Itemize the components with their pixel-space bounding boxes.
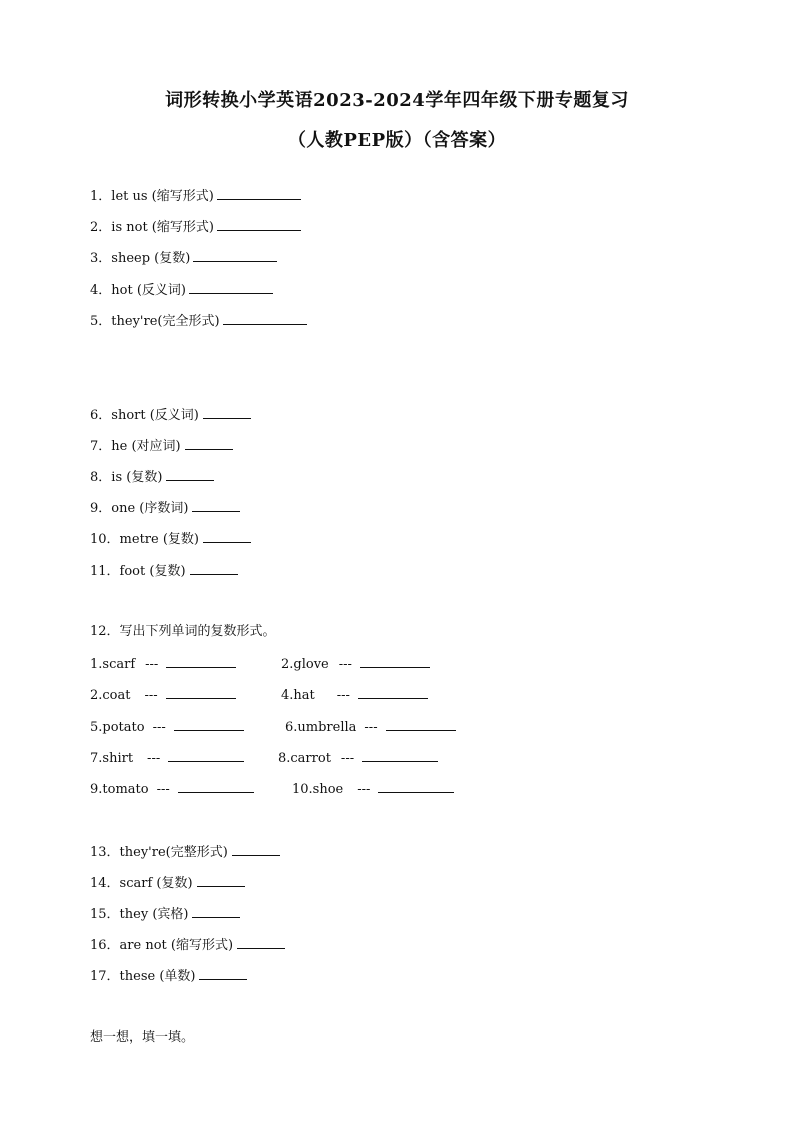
dash: --- <box>144 688 158 703</box>
question-11 <box>90 561 238 581</box>
plural-item-left <box>90 654 236 674</box>
answer-blank[interactable] <box>217 186 301 200</box>
dash: --- <box>145 657 159 672</box>
question-text: foot (复数) <box>119 564 186 579</box>
question-number: 11． <box>90 564 120 579</box>
dash: --- <box>156 782 170 797</box>
plural-item-left <box>90 717 244 737</box>
question-number: 4． <box>90 283 112 298</box>
question-number: 3． <box>90 251 112 266</box>
answer-blank[interactable] <box>237 935 285 949</box>
word: 2.glove <box>281 657 329 672</box>
answer-blank[interactable] <box>378 779 454 793</box>
question-number: 2． <box>90 220 112 235</box>
plural-item-left <box>90 748 244 768</box>
answer-blank[interactable] <box>166 654 236 668</box>
question-text: they're(完整形式) <box>119 845 228 860</box>
question-14 <box>90 873 245 893</box>
question-text: they're(完全形式) <box>111 314 220 329</box>
question-2 <box>90 217 301 237</box>
word: 1.scarf <box>90 657 136 672</box>
plural-item-right <box>281 685 428 705</box>
question-text: let us (缩写形式) <box>111 189 214 204</box>
question-10 <box>90 529 251 549</box>
plural-item-right <box>278 748 438 768</box>
question-text: sheep (复数) <box>111 251 191 266</box>
dash: --- <box>338 657 352 672</box>
answer-blank[interactable] <box>203 405 251 419</box>
question-16 <box>90 935 285 955</box>
dash: --- <box>357 782 371 797</box>
question-number: 5． <box>90 314 112 329</box>
question-text: scarf (复数) <box>119 876 193 891</box>
dash: --- <box>152 720 166 735</box>
answer-blank[interactable] <box>386 717 456 731</box>
answer-blank[interactable] <box>193 248 277 262</box>
page-title: 词形转换小学英语2023-2024学年四年级下册专题复习 <box>165 90 629 111</box>
word: 5.potato <box>90 720 145 735</box>
question-number: 8． <box>90 470 112 485</box>
plural-item-left <box>90 685 236 705</box>
question-5 <box>90 311 307 331</box>
question-number: 17． <box>90 969 120 984</box>
question-text: one (序数词) <box>111 501 189 516</box>
word: 7.shirt <box>90 751 134 766</box>
question-number: 9． <box>90 501 112 516</box>
answer-blank[interactable] <box>358 685 428 699</box>
plural-item-right <box>281 654 430 674</box>
dash: --- <box>336 688 350 703</box>
answer-blank[interactable] <box>199 966 247 980</box>
answer-blank[interactable] <box>192 498 240 512</box>
question-text: is not (缩写形式) <box>111 220 214 235</box>
question-4 <box>90 280 273 300</box>
answer-blank[interactable] <box>232 842 280 856</box>
question-number: 1． <box>90 189 112 204</box>
word: 9.tomato <box>90 782 149 797</box>
question-13 <box>90 842 280 862</box>
plural-item-right <box>285 717 456 737</box>
answer-blank[interactable] <box>223 311 307 325</box>
question-17 <box>90 966 247 986</box>
word: 4.hat <box>281 688 315 703</box>
question-number: 10． <box>90 532 120 547</box>
question-6 <box>90 405 251 425</box>
answer-blank[interactable] <box>217 217 301 231</box>
answer-blank[interactable] <box>168 748 244 762</box>
word: 2.coat <box>90 688 131 703</box>
answer-blank[interactable] <box>189 280 273 294</box>
answer-blank[interactable] <box>362 748 438 762</box>
question-number: 13． <box>90 845 120 860</box>
question-text: metre (复数) <box>119 532 199 547</box>
page-subtitle: （人教PEP版）（含答案） <box>287 130 507 151</box>
answer-blank[interactable] <box>174 717 244 731</box>
plural-item-right <box>292 779 454 799</box>
answer-blank[interactable] <box>185 436 233 450</box>
section-instruction: 想一想，填一填。 <box>90 1030 195 1045</box>
question-number: 7． <box>90 439 112 454</box>
question-8 <box>90 467 214 487</box>
word: 8.carrot <box>278 751 331 766</box>
word: 6.umbrella <box>285 720 357 735</box>
question-text: he (对应词) <box>111 439 181 454</box>
answer-blank[interactable] <box>197 873 245 887</box>
question-7 <box>90 436 233 456</box>
question-number: 16． <box>90 938 120 953</box>
answer-blank[interactable] <box>203 529 251 543</box>
question-text: are not (缩写形式) <box>119 938 234 953</box>
answer-blank[interactable] <box>166 467 214 481</box>
answer-blank[interactable] <box>192 904 240 918</box>
question-15 <box>90 904 240 924</box>
dash: --- <box>147 751 161 766</box>
question-text: is (复数) <box>111 470 163 485</box>
answer-blank[interactable] <box>178 779 254 793</box>
question-9 <box>90 498 240 518</box>
question-12-heading: 12．写出下列单词的复数形式。 <box>90 624 276 639</box>
answer-blank[interactable] <box>166 685 236 699</box>
question-text: they (宾格) <box>119 907 189 922</box>
question-number: 14． <box>90 876 120 891</box>
question-3 <box>90 248 277 268</box>
question-number: 6． <box>90 408 112 423</box>
dash: --- <box>340 751 355 766</box>
answer-blank[interactable] <box>360 654 430 668</box>
answer-blank[interactable] <box>190 561 238 575</box>
dash: --- <box>364 720 378 735</box>
question-text: these (单数) <box>119 969 196 984</box>
word: 10.shoe <box>292 782 344 797</box>
question-number: 15． <box>90 907 120 922</box>
question-1 <box>90 186 301 206</box>
question-text: hot (反义词) <box>111 283 186 298</box>
plural-item-left <box>90 779 254 799</box>
question-text: short (反义词) <box>111 408 199 423</box>
